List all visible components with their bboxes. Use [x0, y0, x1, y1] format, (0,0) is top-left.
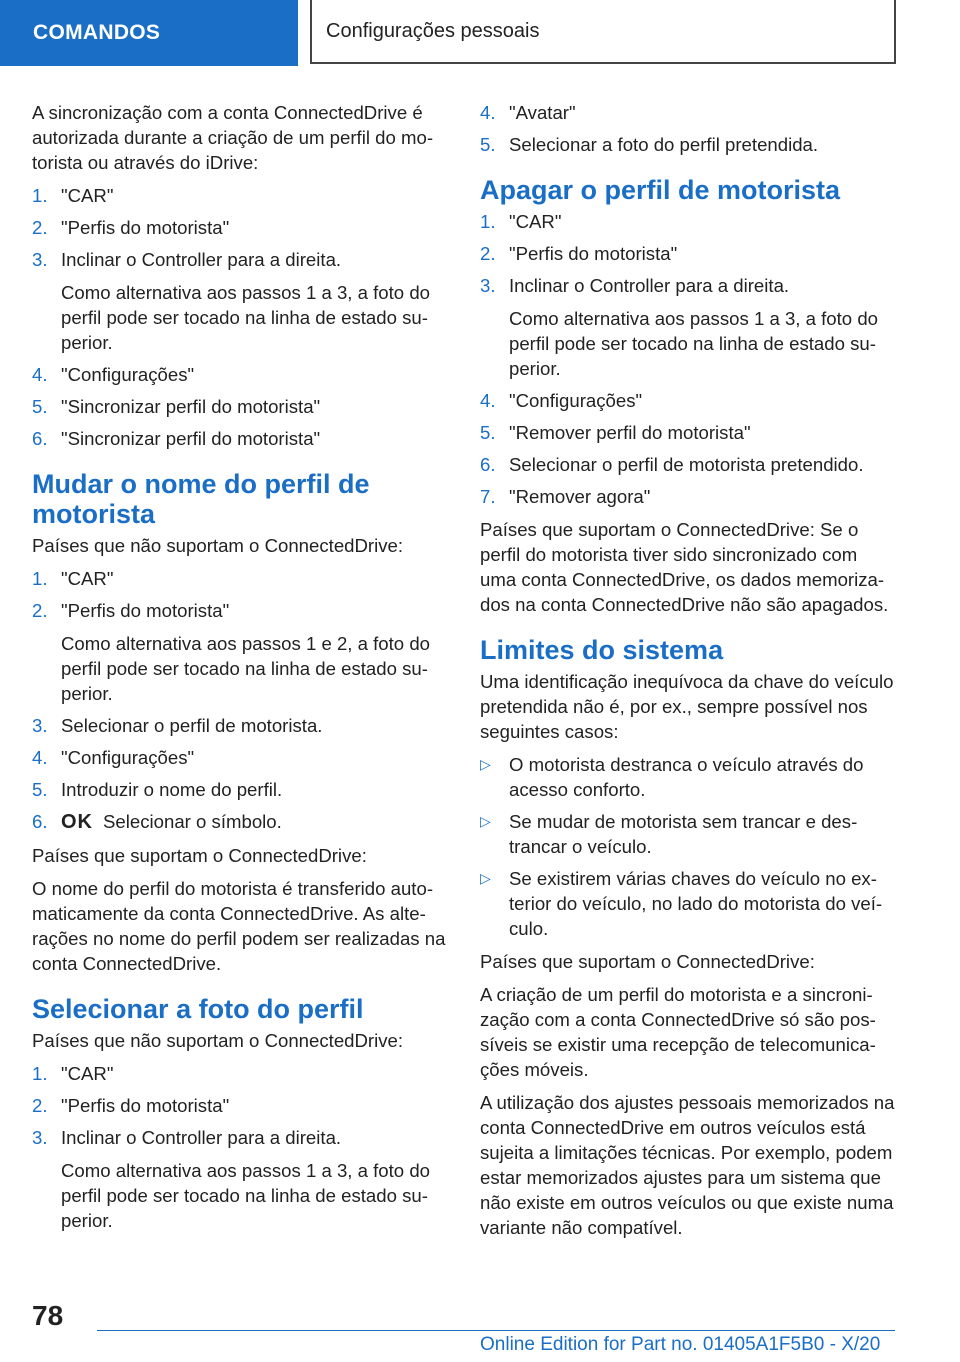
- list-item: [480, 809, 898, 859]
- step-text: "Configurações": [509, 390, 643, 411]
- step-text: "CAR": [61, 568, 114, 589]
- step-number: 5.: [480, 134, 496, 155]
- left-column: [32, 100, 447, 1241]
- ok-icon: OK: [61, 811, 93, 833]
- step-note: Como alternativa aos passos 1 a 3, a foto do perfil pode ser tocado na linha de estado superior.: [61, 282, 430, 353]
- step-number: 2.: [32, 1095, 48, 1116]
- page-number: 78: [32, 1300, 64, 1331]
- step-text: Selecionar a foto do perfil pretendida.: [509, 134, 819, 155]
- step-text: "Perfis do motorista": [61, 1095, 230, 1116]
- list-item: [32, 809, 447, 835]
- section-tab: COMANDOS: [0, 0, 298, 66]
- step-number: 5.: [32, 779, 48, 800]
- step-number: 2.: [32, 600, 48, 621]
- bullet-text: Se mudar de motorista sem trancar e destrancar o veículo.: [509, 811, 858, 857]
- step-note: Como alternativa aos passos 1 a 3, a foto do perfil pode ser tocado na linha de estado superior.: [61, 1160, 430, 1231]
- step-text: "CAR": [61, 185, 114, 206]
- step-text: Selecionar o perfil de motorista pretendido.: [509, 454, 864, 475]
- footer-edition: Online Edition for Part no. 01405A1F5B0 - X/20: [480, 1334, 881, 1355]
- list-item: [32, 566, 447, 591]
- list-item: [32, 713, 447, 738]
- list-item: [480, 388, 898, 413]
- list-item: [480, 484, 898, 509]
- list-item: [32, 777, 447, 802]
- triangle-bullet-icon: ▷: [480, 756, 491, 772]
- triangle-bullet-icon: ▷: [480, 813, 491, 829]
- list-item: [32, 1061, 447, 1086]
- footer-divider: [97, 1330, 895, 1331]
- step-number: 3.: [32, 1127, 48, 1148]
- step-number: 1.: [32, 1063, 48, 1084]
- list-item: [32, 394, 447, 419]
- rename-cd-text: O nome do perfil do motorista é transferido automaticamente da conta ConnectedDrive. As alterações no nome do perfil podem ser realizadas na conta ConnectedDrive.: [32, 878, 446, 974]
- heading-system-limits: Limites do sistema: [480, 635, 724, 665]
- rename-intro: Países que não suportam o ConnectedDrive:: [32, 535, 404, 556]
- step-number: 5.: [480, 422, 496, 443]
- step-text: Inclinar o Controller para a direita.: [61, 249, 342, 270]
- step-note: Como alternativa aos passos 1 e 2, a foto do perfil pode ser tocado na linha de estado superior.: [61, 633, 430, 704]
- step-number: 1.: [32, 568, 48, 589]
- delete-steps: [480, 209, 898, 509]
- list-item: [32, 247, 447, 355]
- bullet-text: O motorista destranca o veículo através do acesso conforto.: [509, 754, 864, 800]
- list-item: [32, 598, 447, 706]
- list-item: [480, 752, 898, 802]
- bullet-text: Se existirem várias chaves do veículo no exterior do veículo, no lado do motorista do veículo.: [509, 868, 883, 939]
- step-text: "Remover agora": [509, 486, 651, 507]
- limits-intro: Uma identificação inequívoca da chave do veículo pretendida não é, por ex., sempre possível nos seguintes casos:: [480, 671, 894, 742]
- list-item: [480, 866, 898, 941]
- page-header-title: Configurações pessoais: [310, 0, 896, 64]
- heading-delete-profile: Apagar o perfil de motorista: [480, 175, 841, 205]
- step-number: 5.: [32, 396, 48, 417]
- list-item: [480, 100, 898, 125]
- step-number: 7.: [480, 486, 496, 507]
- step-number: 1.: [32, 185, 48, 206]
- list-item: [32, 1093, 447, 1118]
- step-text: "Configurações": [61, 364, 195, 385]
- step-number: 6.: [480, 454, 496, 475]
- photo-steps-continued: [480, 100, 898, 157]
- list-item: [480, 452, 898, 477]
- step-number: 6.: [32, 428, 48, 449]
- step-text: Inclinar o Controller para a direita.: [509, 275, 790, 296]
- step-number: 2.: [32, 217, 48, 238]
- step-text: Selecionar o símbolo.: [103, 811, 282, 832]
- delete-cd-text: Países que suportam o ConnectedDrive: Se o perfil do motorista tiver sido sincronizado com uma conta ConnectedDrive, os dados memorizados na conta ConnectedDrive não são apagados.: [480, 519, 889, 615]
- step-text: "Sincronizar perfil do motorista": [61, 396, 321, 417]
- step-text: "CAR": [509, 211, 562, 232]
- list-item: [480, 273, 898, 381]
- right-column: [480, 100, 898, 1248]
- triangle-bullet-icon: ▷: [480, 870, 491, 886]
- step-note: Como alternativa aos passos 1 a 3, a foto do perfil pode ser tocado na linha de estado superior.: [509, 308, 878, 379]
- step-number: 1.: [480, 211, 496, 232]
- limits-bullets: [480, 752, 898, 941]
- step-number: 4.: [480, 102, 496, 123]
- rename-cd-label: Países que suportam o ConnectedDrive:: [32, 845, 367, 866]
- step-number: 6.: [32, 811, 48, 832]
- list-item: [480, 132, 898, 157]
- list-item: [32, 215, 447, 240]
- rename-steps: [32, 566, 447, 835]
- list-item: [32, 426, 447, 451]
- sync-steps: [32, 183, 447, 451]
- step-text: Selecionar o perfil de motorista.: [61, 715, 323, 736]
- list-item: [32, 183, 447, 208]
- step-text: Introduzir o nome do perfil.: [61, 779, 283, 800]
- step-text: "Perfis do motorista": [61, 217, 230, 238]
- list-item: [480, 241, 898, 266]
- step-number: 3.: [32, 715, 48, 736]
- step-number: 3.: [32, 249, 48, 270]
- list-item: [480, 420, 898, 445]
- photo-intro: Países que não suportam o ConnectedDrive:: [32, 1030, 404, 1051]
- list-item: [32, 745, 447, 770]
- step-number: 3.: [480, 275, 496, 296]
- step-text: "Configurações": [61, 747, 195, 768]
- step-number: 4.: [480, 390, 496, 411]
- step-number: 4.: [32, 364, 48, 385]
- limits-cd-text: A criação de um perfil do motorista e a sincronização com a conta ConnectedDrive só são possíveis se existir uma recepção de telecomunicações móveis.: [480, 984, 876, 1080]
- step-number: 2.: [480, 243, 496, 264]
- list-item: [480, 209, 898, 234]
- step-text: "Perfis do motorista": [509, 243, 678, 264]
- step-number: 4.: [32, 747, 48, 768]
- heading-rename-profile: Mudar o nome do perfil de motorista: [32, 469, 370, 529]
- sync-intro: A sincronização com a conta ConnectedDrive é autorizada durante a criação de um perfil do motorista ou através do iDrive:: [32, 102, 434, 173]
- step-text: Inclinar o Controller para a direita.: [61, 1127, 342, 1148]
- step-text: "Avatar": [509, 102, 576, 123]
- step-text: "Remover perfil do motorista": [509, 422, 751, 443]
- step-text: "CAR": [61, 1063, 114, 1084]
- list-item: [32, 362, 447, 387]
- photo-steps: [32, 1061, 447, 1233]
- step-text: "Perfis do motorista": [61, 600, 230, 621]
- list-item: [32, 1125, 447, 1233]
- heading-profile-photo: Selecionar a foto do perfil: [32, 994, 364, 1024]
- step-text: "Sincronizar perfil do motorista": [61, 428, 321, 449]
- limits-cd-label: Países que suportam o ConnectedDrive:: [480, 951, 815, 972]
- limits-final: A utilização dos ajustes pessoais memorizados na conta ConnectedDrive em outros veículos está sujeita a limitações técnicas. Por exemplo, podem estar memorizados ajustes para um sistema que não existe em outros veículos ou que existe numa variante não compatível.: [480, 1092, 895, 1238]
